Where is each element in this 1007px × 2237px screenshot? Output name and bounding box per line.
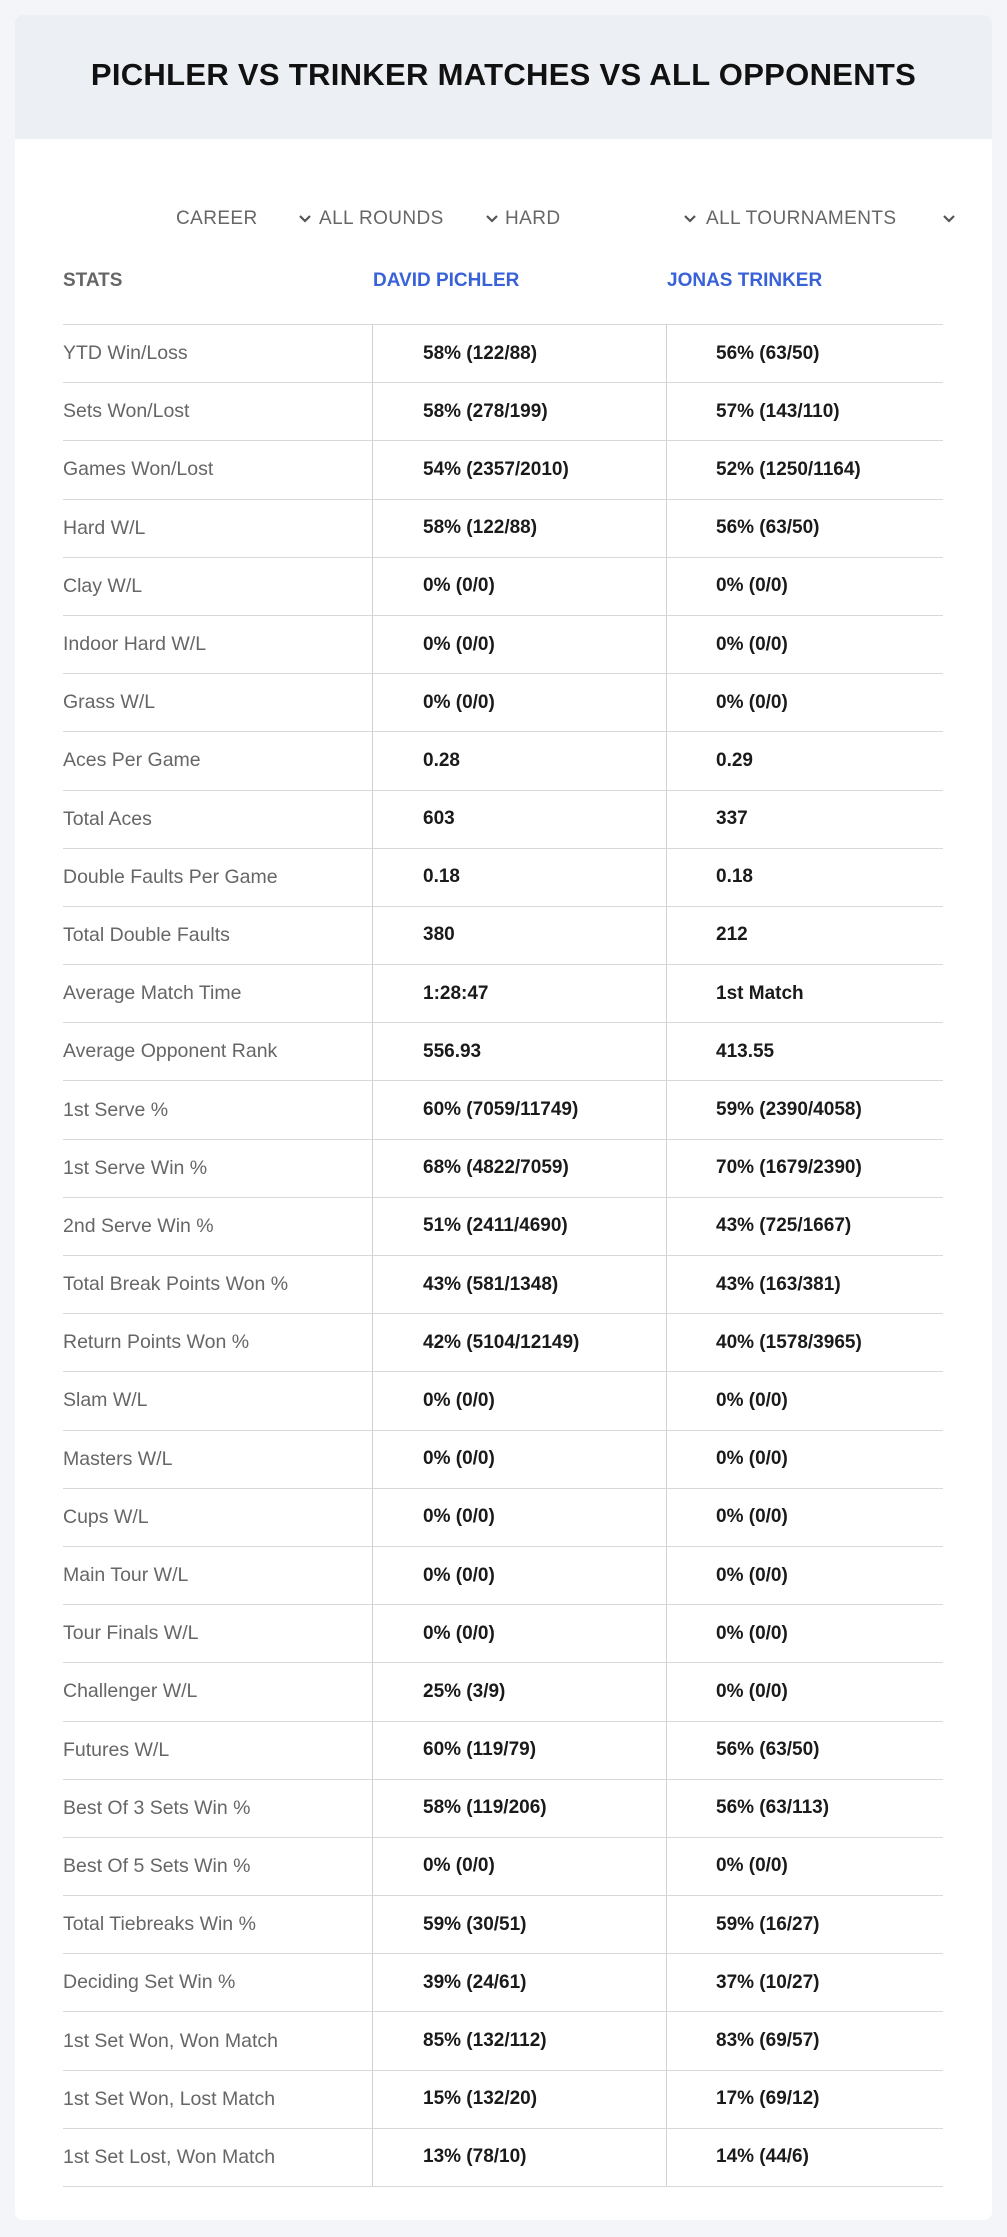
period-select[interactable] <box>176 202 312 236</box>
player2-value: 1st Match <box>716 982 804 1004</box>
table-row <box>63 1605 943 1663</box>
player1-value: 0.18 <box>373 849 667 906</box>
stat-label: Hard W/L <box>63 500 373 557</box>
player2-value: 0% (0/0) <box>716 575 788 597</box>
chevron-down-icon <box>683 214 697 224</box>
tournament-select-value: ALL TOURNAMENTS <box>706 208 897 229</box>
stat-label: Best Of 5 Sets Win % <box>63 1838 373 1895</box>
player1-value: 60% (119/79) <box>373 1722 667 1779</box>
player1-value: 58% (119/206) <box>373 1780 667 1837</box>
table-row <box>63 965 943 1023</box>
table-row <box>63 2012 943 2070</box>
stat-label: Slam W/L <box>63 1372 373 1429</box>
player2-value: 37% (10/27) <box>716 1971 820 1993</box>
player2-value: 43% (725/1667) <box>716 1215 852 1237</box>
player1-value: 0% (0/0) <box>373 1489 667 1546</box>
player2-value: 0% (0/0) <box>716 1506 788 1528</box>
stats-table <box>63 324 943 2187</box>
player2-value: 0% (0/0) <box>716 1448 788 1470</box>
table-row <box>63 1314 943 1372</box>
player1-value: 60% (7059/11749) <box>373 1081 667 1138</box>
table-row <box>63 616 943 674</box>
player2-value: 0.18 <box>716 866 753 888</box>
table-row <box>63 1722 943 1780</box>
stat-label: 1st Set Won, Lost Match <box>63 2071 373 2128</box>
player1-value: 43% (581/1348) <box>373 1256 667 1313</box>
table-row <box>63 1663 943 1721</box>
player2-value: 56% (63/50) <box>716 342 820 364</box>
surface-select-value: HARD <box>505 208 561 229</box>
stat-label: Total Break Points Won % <box>63 1256 373 1313</box>
player2-value: 0% (0/0) <box>716 1680 788 1702</box>
round-select[interactable] <box>319 202 499 236</box>
player2-value: 0% (0/0) <box>716 1389 788 1411</box>
player2-value: 59% (2390/4058) <box>716 1099 862 1121</box>
player1-value: 0% (0/0) <box>373 616 667 673</box>
table-row <box>63 674 943 732</box>
stat-label: Indoor Hard W/L <box>63 616 373 673</box>
table-row <box>63 1140 943 1198</box>
player1-value: 51% (2411/4690) <box>373 1198 667 1255</box>
player1-value: 0.28 <box>373 732 667 789</box>
table-row <box>63 907 943 965</box>
player1-value: 1:28:47 <box>373 965 667 1022</box>
table-row <box>63 1372 943 1430</box>
stat-label: Total Double Faults <box>63 907 373 964</box>
player1-value: 58% (278/199) <box>373 383 667 440</box>
table-row <box>63 1547 943 1605</box>
period-select-value: CAREER <box>176 208 258 229</box>
player2-value: 17% (69/12) <box>716 2088 820 2110</box>
stat-label: Return Points Won % <box>63 1314 373 1371</box>
table-row <box>63 441 943 499</box>
stat-label: Average Opponent Rank <box>63 1023 373 1080</box>
table-row <box>63 500 943 558</box>
table-row <box>63 1023 943 1081</box>
stat-label: Total Tiebreaks Win % <box>63 1896 373 1953</box>
stat-label: Average Match Time <box>63 965 373 1022</box>
player2-value: 59% (16/27) <box>716 1913 820 1935</box>
player2-value: 43% (163/381) <box>716 1273 841 1295</box>
player1-value: 0% (0/0) <box>373 558 667 615</box>
stat-label: 2nd Serve Win % <box>63 1198 373 1255</box>
stat-label: 1st Set Lost, Won Match <box>63 2129 373 2186</box>
chevron-down-icon <box>298 214 312 224</box>
tournament-select[interactable] <box>706 202 956 236</box>
player1-value: 0% (0/0) <box>373 1547 667 1604</box>
stat-label: Games Won/Lost <box>63 441 373 498</box>
table-row <box>63 558 943 616</box>
stat-label: Main Tour W/L <box>63 1547 373 1604</box>
player2-value: 0.29 <box>716 749 753 771</box>
player1-value: 42% (5104/12149) <box>373 1314 667 1371</box>
table-row <box>63 1081 943 1139</box>
player2-value: 70% (1679/2390) <box>716 1157 862 1179</box>
round-select-value: ALL ROUNDS <box>319 208 444 229</box>
card-header <box>15 15 992 139</box>
stat-label: YTD Win/Loss <box>63 325 373 382</box>
player1-value: 556.93 <box>373 1023 667 1080</box>
stats-column-header: STATS <box>63 270 123 291</box>
player2-value: 52% (1250/1164) <box>716 458 861 480</box>
stat-label: Grass W/L <box>63 674 373 731</box>
stats-card <box>15 15 992 2220</box>
player2-value: 0% (0/0) <box>716 691 788 713</box>
player2-value: 0% (0/0) <box>716 1622 788 1644</box>
surface-select[interactable] <box>505 202 697 236</box>
stat-label: Futures W/L <box>63 1722 373 1779</box>
table-row <box>63 1489 943 1547</box>
player2-value: 57% (143/110) <box>716 400 840 422</box>
table-row <box>63 1431 943 1489</box>
player1-value: 0% (0/0) <box>373 1431 667 1488</box>
table-row <box>63 325 943 383</box>
stat-label: Masters W/L <box>63 1431 373 1488</box>
table-row <box>63 2129 943 2187</box>
stat-label: Challenger W/L <box>63 1663 373 1720</box>
stat-label: Cups W/L <box>63 1489 373 1546</box>
player2-value: 56% (63/50) <box>716 1739 820 1761</box>
table-row <box>63 1198 943 1256</box>
stat-label: 1st Serve % <box>63 1081 373 1138</box>
player1-value: 58% (122/88) <box>373 325 667 382</box>
chevron-down-icon <box>942 214 956 224</box>
player1-value: 0% (0/0) <box>373 1372 667 1429</box>
table-row <box>63 1954 943 2012</box>
player1-value: 603 <box>373 791 667 848</box>
player1-value: 58% (122/88) <box>373 500 667 557</box>
table-row <box>63 2071 943 2129</box>
player1-value: 54% (2357/2010) <box>373 441 667 498</box>
player2-column-header[interactable]: JONAS TRINKER <box>667 270 823 291</box>
table-row <box>63 1838 943 1896</box>
stat-label: Tour Finals W/L <box>63 1605 373 1662</box>
filter-bar <box>15 202 992 236</box>
player2-value: 83% (69/57) <box>716 2030 820 2052</box>
stat-label: Double Faults Per Game <box>63 849 373 906</box>
player1-value: 380 <box>373 907 667 964</box>
player2-value: 56% (63/113) <box>716 1797 830 1819</box>
player1-value: 0% (0/0) <box>373 674 667 731</box>
player2-value: 14% (44/6) <box>716 2146 809 2168</box>
player2-value: 0% (0/0) <box>716 633 788 655</box>
player2-value: 0% (0/0) <box>716 1564 788 1586</box>
stat-label: Aces Per Game <box>63 732 373 789</box>
table-row <box>63 383 943 441</box>
stat-label: 1st Set Won, Won Match <box>63 2012 373 2069</box>
stat-label: Sets Won/Lost <box>63 383 373 440</box>
player1-value: 59% (30/51) <box>373 1896 667 1953</box>
player1-value: 0% (0/0) <box>373 1838 667 1895</box>
table-row <box>63 1896 943 1954</box>
table-row <box>63 1256 943 1314</box>
chevron-down-icon <box>485 214 499 224</box>
player1-value: 85% (132/112) <box>373 2012 667 2069</box>
table-row <box>63 732 943 790</box>
player2-value: 413.55 <box>716 1040 775 1062</box>
player1-column-header[interactable]: DAVID PICHLER <box>373 270 520 291</box>
player1-value: 15% (132/20) <box>373 2071 667 2128</box>
player1-value: 68% (4822/7059) <box>373 1140 667 1197</box>
player2-value: 212 <box>716 924 748 946</box>
player2-value: 40% (1578/3965) <box>716 1331 862 1353</box>
player1-value: 39% (24/61) <box>373 1954 667 2011</box>
player1-value: 13% (78/10) <box>373 2129 667 2186</box>
player1-value: 25% (3/9) <box>373 1663 667 1720</box>
column-headers <box>63 266 943 298</box>
page-title: PICHLER VS TRINKER MATCHES VS ALL OPPONENTS <box>90 57 917 92</box>
stat-label: Best Of 3 Sets Win % <box>63 1780 373 1837</box>
stat-label: Clay W/L <box>63 558 373 615</box>
player1-value: 0% (0/0) <box>373 1605 667 1662</box>
player2-value: 0% (0/0) <box>716 1855 788 1877</box>
stat-label: Total Aces <box>63 791 373 848</box>
table-row <box>63 1780 943 1838</box>
table-row <box>63 791 943 849</box>
stat-label: 1st Serve Win % <box>63 1140 373 1197</box>
player2-value: 337 <box>716 808 748 830</box>
player2-value: 56% (63/50) <box>716 517 820 539</box>
table-row <box>63 849 943 907</box>
stat-label: Deciding Set Win % <box>63 1954 373 2011</box>
